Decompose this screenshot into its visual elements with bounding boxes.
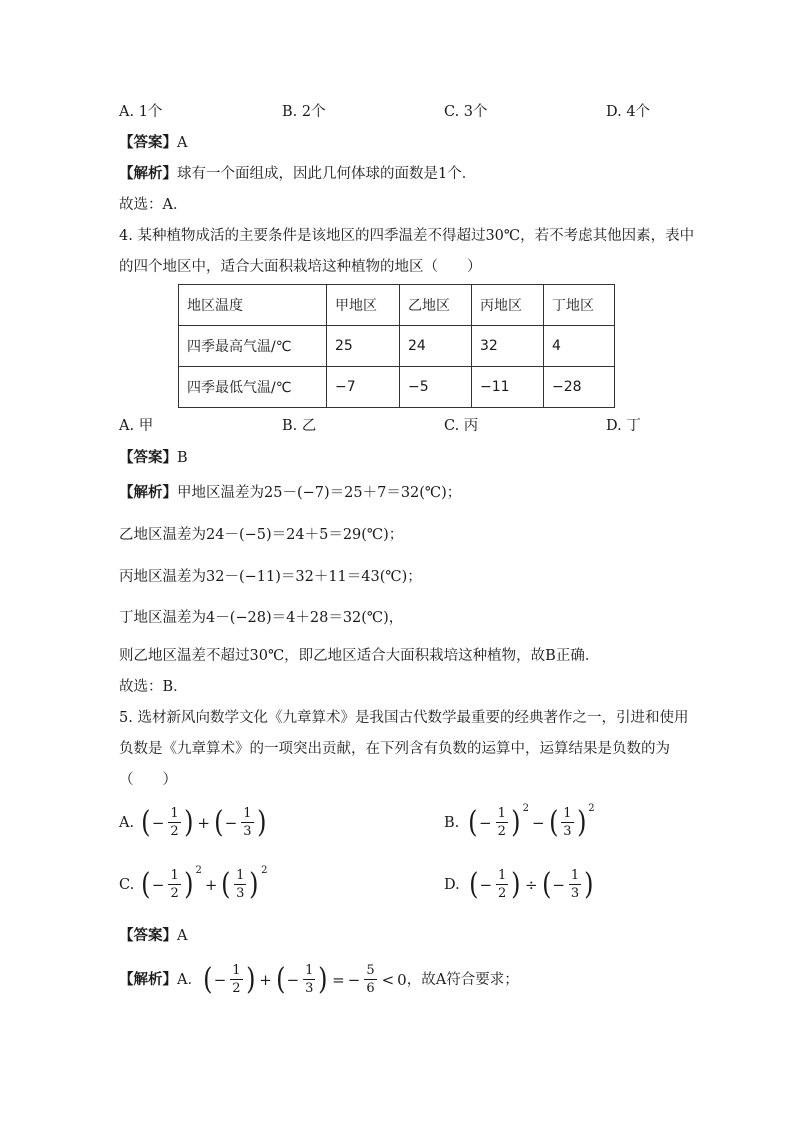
q4-analysis-line-1 [119, 483, 461, 503]
q5-option-d [444, 868, 595, 901]
table-cell: 32 [472, 326, 544, 367]
table-cell: 丙地区 [472, 285, 544, 326]
q5-answer [119, 926, 187, 946]
analysis-text: 甲地区温差为25－(−7)＝25＋7＝32(℃)； [177, 485, 462, 501]
table-cell: −5 [400, 367, 472, 408]
math-expression: ( − $\frac{1}{2}$ ) 2 − ( $\frac{1}{3}$ ) 2 [468, 802, 595, 840]
q4-option-a: A. 甲 [119, 418, 154, 434]
table-cell: −11 [472, 367, 544, 408]
math-expression: ( − $\frac{1}{2}$ ) ÷ ( − $\frac{1}{3}$ ) [468, 866, 594, 902]
q5-analysis-line-1 [119, 963, 519, 996]
q3-option-a: A. 1个 [119, 104, 163, 120]
q3-option-d: D. 4个 [606, 104, 651, 120]
answer-value: A [177, 135, 188, 151]
analysis-suffix: ，故A符合要求； [406, 971, 519, 988]
q4-analysis-line-5: 则乙地区温差不超过30℃，即乙地区适合大面积栽培这种植物，故B正确． [119, 648, 600, 664]
answer-tag: 【答案】 [119, 927, 177, 944]
q4-option-d: D. 丁 [606, 418, 641, 434]
q4-analysis-line-3: 丙地区温差为32－(−11)＝32＋11＝43(℃)； [119, 569, 422, 585]
q3-option-b: B. 2个 [282, 104, 326, 120]
q5-option-c [119, 864, 268, 902]
option-label: D. [444, 876, 460, 893]
table-cell: 四季最高气温/℃ [179, 326, 327, 367]
answer-value: A [177, 928, 188, 944]
option-label: B. [444, 814, 460, 831]
table-cell: 丁地区 [544, 285, 615, 326]
table-cell: 25 [327, 326, 400, 367]
answer-tag: 【答案】 [119, 449, 177, 466]
table-cell: 地区温度 [179, 285, 327, 326]
analysis-tag: 【解析】 [119, 970, 177, 988]
answer-value: B [177, 450, 188, 466]
table-row [179, 285, 615, 326]
table-cell: 24 [400, 326, 472, 367]
q4-analysis-line-4: 丁地区温差为4－(−28)＝4＋28＝32(℃)， [119, 610, 404, 626]
q4-stem-line-1: 4. 某种植物成活的主要条件是该地区的四季温差不得超过30℃，若不考虑其他因素，表中 [119, 228, 695, 244]
analysis-tag: 【解析】 [119, 484, 177, 501]
option-label: C. [119, 876, 135, 893]
analysis-tag: 【解析】 [119, 165, 177, 182]
table-cell: −28 [544, 367, 615, 408]
q3-answer [119, 133, 187, 153]
math-expression: ( − $\frac{1}{2}$ ) 2 + ( $\frac{1}{3}$ ) 2 [141, 864, 268, 902]
q3-conclusion: 故选：A． [119, 197, 188, 213]
q4-answer [119, 448, 188, 468]
math-expression: ( − $\frac{1}{2}$ ) + ( − $\frac{1}{3}$ ) [141, 804, 267, 840]
q5-stem-line-3: （ ） [119, 772, 177, 788]
table-row [179, 326, 615, 367]
table-cell: −7 [327, 367, 400, 408]
q5-stem-line-2: 负数是《九章算术》的一项突出贡献，在下列含有负数的运算中，运算结果是负数的为 [119, 741, 670, 757]
table-cell: 乙地区 [400, 285, 472, 326]
q4-option-c: C. 丙 [444, 418, 479, 434]
table-row [179, 367, 615, 408]
answer-tag: 【答案】 [119, 134, 177, 151]
q5-option-a [119, 806, 267, 839]
q3-option-c: C. 3个 [444, 104, 488, 120]
q3-analysis [119, 164, 476, 184]
q4-option-b: B. 乙 [282, 418, 317, 434]
q4-analysis-line-2: 乙地区温差为24－(−5)＝24＋5＝29(℃)； [119, 527, 404, 543]
q5-stem-line-1: 5. 选材新风向数学文化《九章算术》是我国古代数学最重要的经典著作之一，引进和使用 [119, 710, 689, 726]
analysis-prefix: A． [177, 971, 202, 988]
table-cell: 甲地区 [327, 285, 400, 326]
q4-stem-line-2: 的四个地区中，适合大面积栽培这种植物的地区（ ） [119, 259, 482, 275]
option-label: A. [119, 814, 135, 831]
table-cell: 四季最低气温/℃ [179, 367, 327, 408]
temperature-table [178, 284, 615, 408]
analysis-text: 球有一个面组成，因此几何体球的面数是1个． [177, 166, 477, 182]
math-expression: ( − $\frac{1}{2}$ ) + ( − $\frac{1}{3}$ ) = − $\frac{5}{6}$ < 0 [203, 961, 407, 997]
table-cell: 4 [544, 326, 615, 367]
q5-option-b [444, 802, 595, 840]
q4-conclusion: 故选：B． [119, 679, 188, 695]
